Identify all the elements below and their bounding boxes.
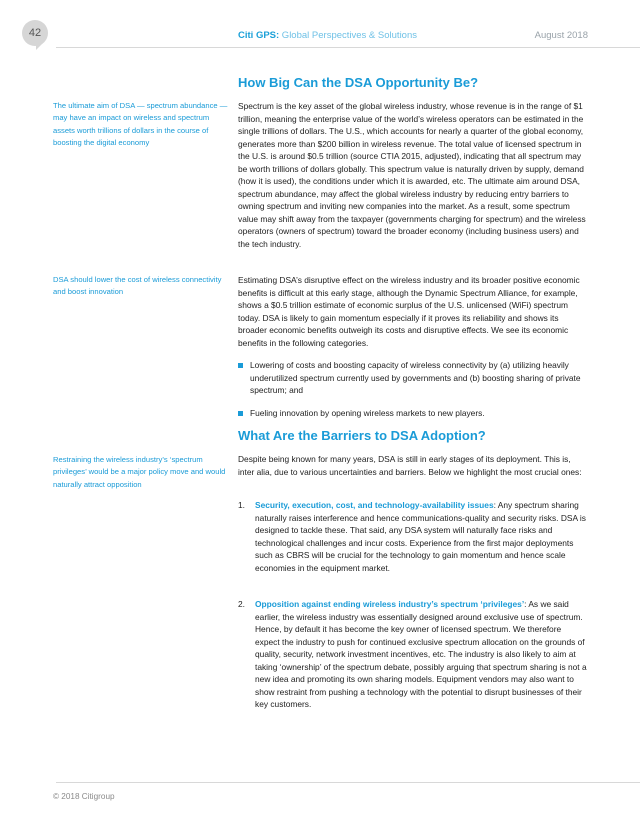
section-heading-barriers: What Are the Barriers to DSA Adoption?: [238, 428, 486, 443]
paragraph-spectrum-value: Spectrum is the key asset of the global wireless industry, whose revenue is in the range of $1 trillion, meaning the enterprise value of the world’s wireless operators can be estimated in the single trillions of dollars. The U.S., which accounts for nearly a quarter of the global economy, generates more than $200 billion in wireless revenue. The total value of licensed spectrum in the U.S. is around $0.5 trillion (source CTIA 2015, adjusted), indicating that all spectrum may be worth trillions of dollars globally. This spectrum value is naturally driven by supply, demand (how it is used), the conditions under which it is awarded, etc. The ultimate aim around DSA, spectrum abundance, may affect the global wireless industry by reducing entry barriers to owning spectrum and inviting new companies into the market. As a result, some spectrum value may shift away from the taxpayer (governments charging for spectrum) and the wireless operators (owners of spectrum) toward the broader economy (including business users) and the tech industry.: [238, 101, 586, 249]
item-lead: Opposition against ending wireless industry’s spectrum ‘privileges’: [255, 599, 525, 609]
square-bullet-icon: [238, 411, 243, 416]
header-brand: Citi GPS:: [238, 30, 280, 41]
header-divider: [56, 47, 640, 48]
item-number: 1.: [238, 500, 245, 510]
header-date: August 2018: [534, 30, 588, 41]
running-header: [238, 30, 588, 44]
sidenote-lower-cost: DSA should lower the cost of wireless connectivity and boost innovation: [53, 275, 222, 297]
item-lead: Security, execution, cost, and technology-availability issues: [255, 500, 494, 510]
numbered-item: [238, 499, 588, 574]
item-number: 2.: [238, 599, 245, 609]
header-subtitle: Global Perspectives & Solutions: [279, 30, 417, 41]
footer-divider: [56, 782, 640, 783]
item-text: : As we said earlier, the wireless industry was essentially designed around exclusive use of spectrum. Hence, by default it has become the key owner of licensed spectrum. We therefore expect the industry to push for continued exclusive spectrum allocation on the grounds of quality, security, network investment incentives, etc. The industry is also likely to aim at taking ‘ownership’ of the spectrum debate, possibly arguing that spectrum sharing is not a new idea and promoting its own sharing models. Equipment vendors may also want to show restraint from pushing a technology with the potential to disrupt businesses of their key customers.: [255, 599, 587, 709]
page-number: 42: [22, 20, 48, 46]
paragraph-barriers-intro: Despite being known for many years, DSA is still in early stages of its deployment. This is, inter alia, due to various uncertainties and barriers. Below we highlight the most crucial ones:: [238, 454, 582, 477]
bullet-text: Fueling innovation by opening wireless markets to new players.: [250, 408, 485, 418]
sidenote-spectrum-privileges: Restraining the wireless industry’s ‘spectrum privileges’ would be a major policy move and would naturally attract opposition: [53, 455, 226, 489]
footer-copyright: © 2018 Citigroup: [53, 792, 115, 801]
bullet-text: Lowering of costs and boosting capacity of wireless connectivity by (a) utilizing heavily underutilized spectrum currently used by governments and (b) boosting sharing of private spectrum; and: [250, 360, 581, 395]
bullet-item: [238, 407, 588, 420]
square-bullet-icon: [238, 363, 243, 368]
numbered-item: [238, 598, 588, 711]
bullet-item: [238, 359, 588, 397]
paragraph-economic-benefits: Estimating DSA’s disruptive effect on the wireless industry and its broader positive economic benefits is difficult at this early stage, although the Dynamic Spectrum Alliance, for example, shows a $0.5 trillion estimate of economic surplus of the U.S. unlicensed (WiFi) spectrum today. DSA is likely to gain momentum especially if it proves its reliability and shows its broader economic benefits outweigh its costs and disruptive effects. We see its economic benefits in the following categories.: [238, 275, 580, 348]
section-heading-dsa-opportunity: How Big Can the DSA Opportunity Be?: [238, 75, 479, 90]
item-text: : Any spectrum sharing naturally raises interference and hence communications-quality and security risks. DSA is designed to tackle these. That said, any DSA system will naturally face risks and technological challenges and incur costs. Experience from the first major deployments such as CBRS will be crucial for the technology to gain momentum and hence scale economies in the equipment market.: [255, 500, 586, 573]
sidenote-spectrum-abundance: The ultimate aim of DSA — spectrum abundance — may have an impact on wireless and spectrum assets worth trillions of dollars in the course of boosting the digital economy: [53, 101, 228, 148]
